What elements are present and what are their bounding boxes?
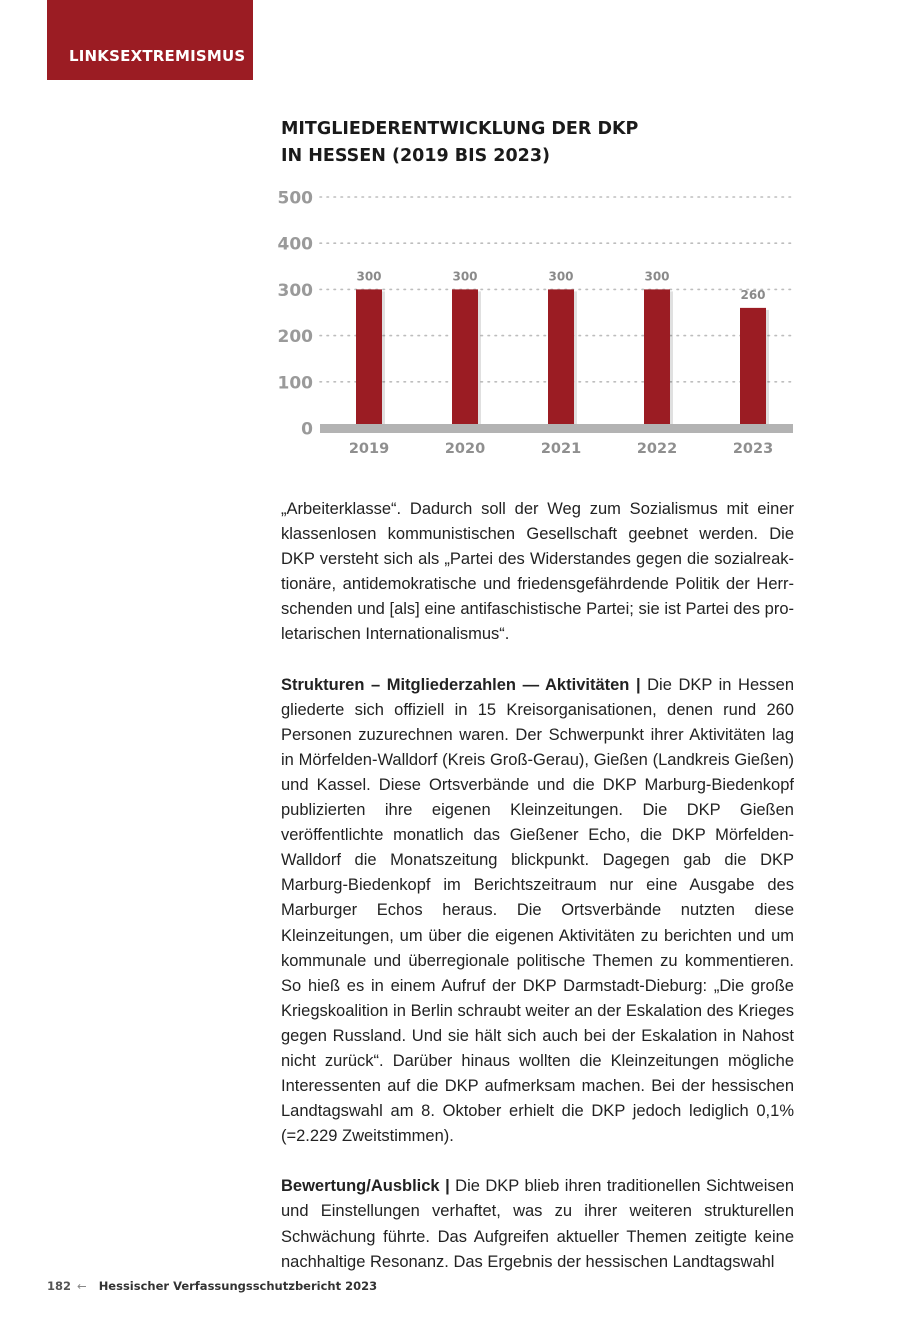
data-label-2020: 300: [452, 269, 478, 284]
y-tick-label: 100: [277, 373, 313, 394]
x-tick-label-2022: 2022: [636, 441, 678, 457]
page-number: 182: [47, 1279, 72, 1293]
section-tab: [47, 0, 253, 80]
section-label: LINKSEXTREMISMUS: [69, 47, 246, 65]
paragraph-structures: [281, 673, 794, 1150]
bar-2019: [356, 289, 382, 428]
paragraph-structures-text: Die DKP in Hessen gliederte sich offiziell in 15 Kreisorganisationen, denen rund 260 Personen zuzurechnen waren. Der Schwerpunkt ihrer Aktivitäten lag in Mörfelden-Walldorf (Kreis Groß-Gerau), Gießen (Landkreis Gießen) und Kassel. Diese Ortsverbände und die DKP Marburg-Biedenkopf publizierten ihre eigenen Kleinzeitungen. Die DKP Gießen veröffentlichte monatlich das Gießener Echo, die DKP Mörfelden-Walldorf die Monatszeitung blickpunkt. Dagegen gab die DKP Marburg-Biedenkopf im Berichtszeitraum nur eine Ausgabe des Marburger Echos heraus. Die Ortsverbände nutzten diese Kleinzeitungen, um über die eigenen Aktivitäten zu berichten und um kommunale und überregionale politische Themen zu kommentieren. So hieß es in einem Aufruf der DKP Darmstadt-Dieburg: „Die große Kriegskoalition in Berlin schraubt weiter an der Eskalation des Krieges gegen Russland. Und sie hält sich auch bei der Eskalation in Nahost nicht zurück“. Darüber hinaus wollten die Kleinzeitungen mögliche Interessenten auf die DKP aufmerksam machen. Bei der hessischen Landtagswahl am 8. Oktober erhielt die DKP jedoch lediglich 0,1% (=2.229 Zweitstimmen).: [281, 675, 794, 1146]
page-footer: [47, 1279, 377, 1293]
y-tick-label: 200: [277, 327, 313, 348]
arrow-left-icon[interactable]: ←: [77, 1279, 87, 1293]
x-tick-label-2021: 2021: [540, 441, 582, 457]
article-body: [281, 497, 794, 1300]
data-label-2019: 300: [356, 269, 382, 284]
x-tick-label-2019: 2019: [348, 441, 390, 457]
chart-title: [281, 116, 801, 170]
data-label-2021: 300: [548, 269, 574, 284]
bar-2020: [452, 289, 478, 428]
x-axis-baseline: [320, 424, 793, 433]
bar-2023: [740, 308, 766, 428]
chart-title-line-1: MITGLIEDERENTWICKLUNG DER DKP: [281, 119, 639, 139]
paragraph-intro: [281, 497, 794, 648]
data-label-2022: 300: [644, 269, 670, 284]
chart-title-line-2: IN HESSEN (2019 BIS 2023): [281, 146, 551, 166]
paragraph-assessment: [281, 1174, 794, 1274]
bar-2021: [548, 289, 574, 428]
x-tick-label-2023: 2023: [732, 441, 774, 457]
y-tick-label: 400: [277, 234, 313, 255]
data-label-2023: 260: [740, 287, 766, 302]
y-tick-label: 300: [277, 280, 313, 301]
bar-2022: [644, 289, 670, 428]
bar-chart: [270, 180, 810, 470]
paragraph-assessment-text: Die DKP blieb ihren traditionellen Sichtweisen und Einstellungen verhaftet, was zu ihrer weiteren strukturellen Schwächung führte. Das Aufgreifen aktueller Themen zeitigte keine nachhaltige Resonanz. Das Ergebnis der hessischen Landtagswahl: [281, 1177, 794, 1271]
paragraph-structures-lead: Strukturen – Mitgliederzahlen — Aktivitäten |: [281, 675, 648, 694]
x-tick-label-2020: 2020: [444, 441, 486, 457]
paragraph-intro-text: „Arbeiterklasse“. Dadurch soll der Weg zum Sozialismus mit einer klassenlosen kommunistischen Gesellschaft geebnet werden. Die DKP versteht sich als „Partei des Widerstandes gegen die sozialreaktionäre, antidemokratische und friedensgefährdende Politik der Herrschenden und [als] eine antifaschistische Partei; sie ist Partei des proletarischen Internationalismus“.: [281, 500, 794, 644]
y-tick-label: 0: [301, 419, 313, 440]
y-tick-label: 500: [277, 188, 313, 209]
footer-title: Hessischer Verfassungsschutzbericht 2023: [98, 1279, 378, 1293]
paragraph-assessment-lead: Bewertung/Ausblick |: [281, 1177, 456, 1196]
